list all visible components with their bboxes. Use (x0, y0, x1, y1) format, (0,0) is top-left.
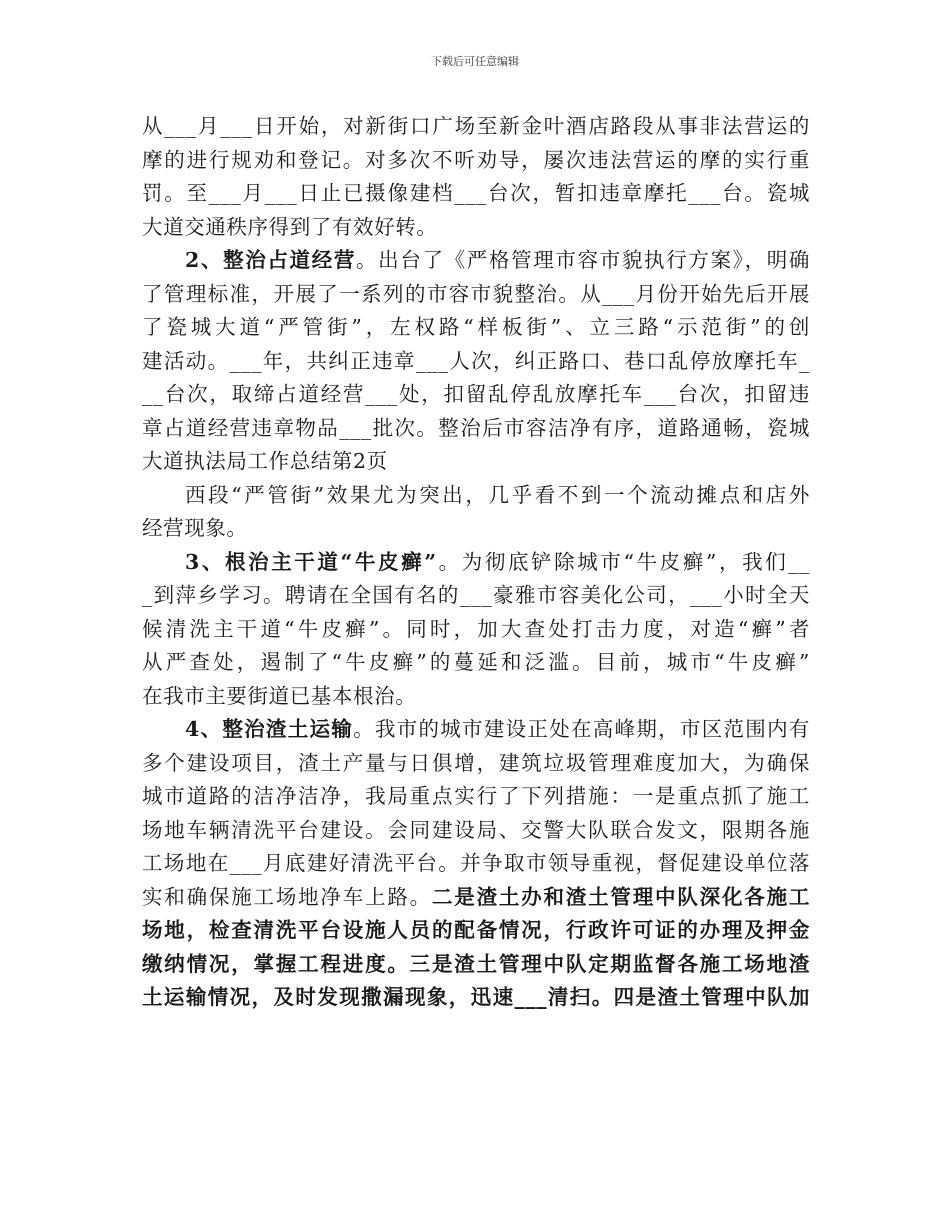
bold-text-segment: 3、根治主干道“牛皮癣” (185, 549, 437, 574)
document-body (142, 110, 810, 1015)
text-segment: 。出台了《严格管理市容市貌执行方案》，明确 (356, 248, 810, 272)
text-segment: 建活动。___年，共纠正违章___人次，纠正路口、巷口乱停放摩托车_ (142, 348, 810, 373)
text-line (142, 646, 810, 680)
text-segment: 大道执法局工作总结第2页 (142, 449, 388, 473)
text-line (142, 512, 810, 546)
text-line (142, 412, 810, 446)
text-line (142, 311, 810, 345)
text-segment: 。为彻底铲除城市“牛皮癣”，我们__ (436, 549, 810, 574)
text-line (142, 144, 810, 178)
text-line (142, 579, 810, 613)
bold-text-segment: 场地，检查清洗平台设施人员的配备情况，行政许可证的办理及押金 (142, 918, 810, 942)
text-line (142, 713, 810, 747)
page-header: 下载后可任意编辑 (431, 55, 519, 68)
text-segment: _到萍乡学习。聘请在全国有名的___豪雅市容美化公司，___小时全天 (142, 583, 810, 607)
text-line (142, 847, 810, 881)
text-line (142, 445, 810, 479)
text-line (142, 814, 810, 848)
bold-text-segment: 4、整治渣土运输 (185, 717, 354, 741)
text-segment: 了管理标准，开展了一系列的市容市貌整治。从___月份开始先后开展 (142, 281, 810, 306)
text-line (142, 680, 810, 714)
text-line (142, 546, 810, 580)
text-segment: 大道交通秩序得到了有效好转。 (142, 214, 438, 239)
text-line (142, 981, 810, 1015)
text-line (142, 747, 810, 781)
bold-text-segment: 土运输情况，及时发现撒漏现象，迅速___清扫。四是渣土管理中队加 (142, 985, 810, 1009)
text-line (142, 914, 810, 948)
text-line (142, 378, 810, 412)
text-segment: 从___月___日开始，对新街口广场至新金叶酒店路段从事非法营运的 (142, 114, 810, 138)
text-segment: 候清洗主干道“牛皮癣”。同时，加大查处打击力度，对造“癣”者 (142, 616, 810, 641)
text-segment: __台次，取缔占道经营___处，扣留乱停乱放摩托车___台次，扣留违 (142, 382, 810, 406)
text-line (142, 881, 810, 915)
bold-text-segment: 缴纳情况，掌握工程进度。三是渣土管理中队定期监督各施工场地渣 (142, 951, 810, 976)
text-segment: 经营现象。 (142, 516, 248, 540)
text-segment: 在我市主要街道已基本根治。 (142, 683, 417, 708)
text-line (142, 244, 810, 278)
text-segment: 城市道路的洁净洁净，我局重点实行了下列措施：一是重点抓了施工 (142, 784, 810, 808)
text-line (142, 278, 810, 312)
text-segment: 摩的进行规劝和登记。对多次不听劝导，屡次违法营运的摩的实行重 (142, 147, 810, 172)
text-segment: 西段“严管街”效果尤为突出，几乎看不到一个流动摊点和店外 (185, 482, 810, 507)
text-segment: 场地车辆清洗平台建设。会同建设局、交警大队联合发文，限期各施 (142, 817, 810, 842)
text-line (142, 613, 810, 647)
bold-text-segment: 2、整治占道经营 (185, 248, 357, 272)
text-segment: 多个建设项目，渣土产量与日俱增，建筑垃圾管理难度加大，为确保 (142, 750, 810, 775)
text-segment: 。我市的城市建设正处在高峰期，市区范围内有 (353, 717, 810, 741)
text-line (142, 479, 810, 513)
text-line (142, 110, 810, 144)
bold-text-segment: 二是渣土办和渣土管理中队深化各施工 (431, 884, 810, 909)
text-segment: 了瓷城大道“严管街”，左权路“样板街”、立三路“示范街”的创 (142, 315, 810, 339)
text-line (142, 211, 810, 245)
text-segment: 章占道经营违章物品___批次。整治后市容洁净有序，道路通畅，瓷城 (142, 415, 810, 440)
text-segment: 从严查处，遏制了“牛皮癣”的蔓延和泛滥。目前，城市“牛皮癣” (142, 650, 810, 674)
text-line (142, 948, 810, 982)
text-line (142, 345, 810, 379)
text-line (142, 780, 810, 814)
text-segment: 实和确保施工场地净车上路。 (142, 884, 432, 909)
text-line (142, 177, 810, 211)
text-segment: 工场地在___月底建好清洗平台。并争取市领导重视，督促建设单位落 (142, 851, 810, 875)
text-segment: 罚。至___月___日止已摄像建档___台次，暂扣违章摩托___台。瓷城 (142, 181, 810, 205)
